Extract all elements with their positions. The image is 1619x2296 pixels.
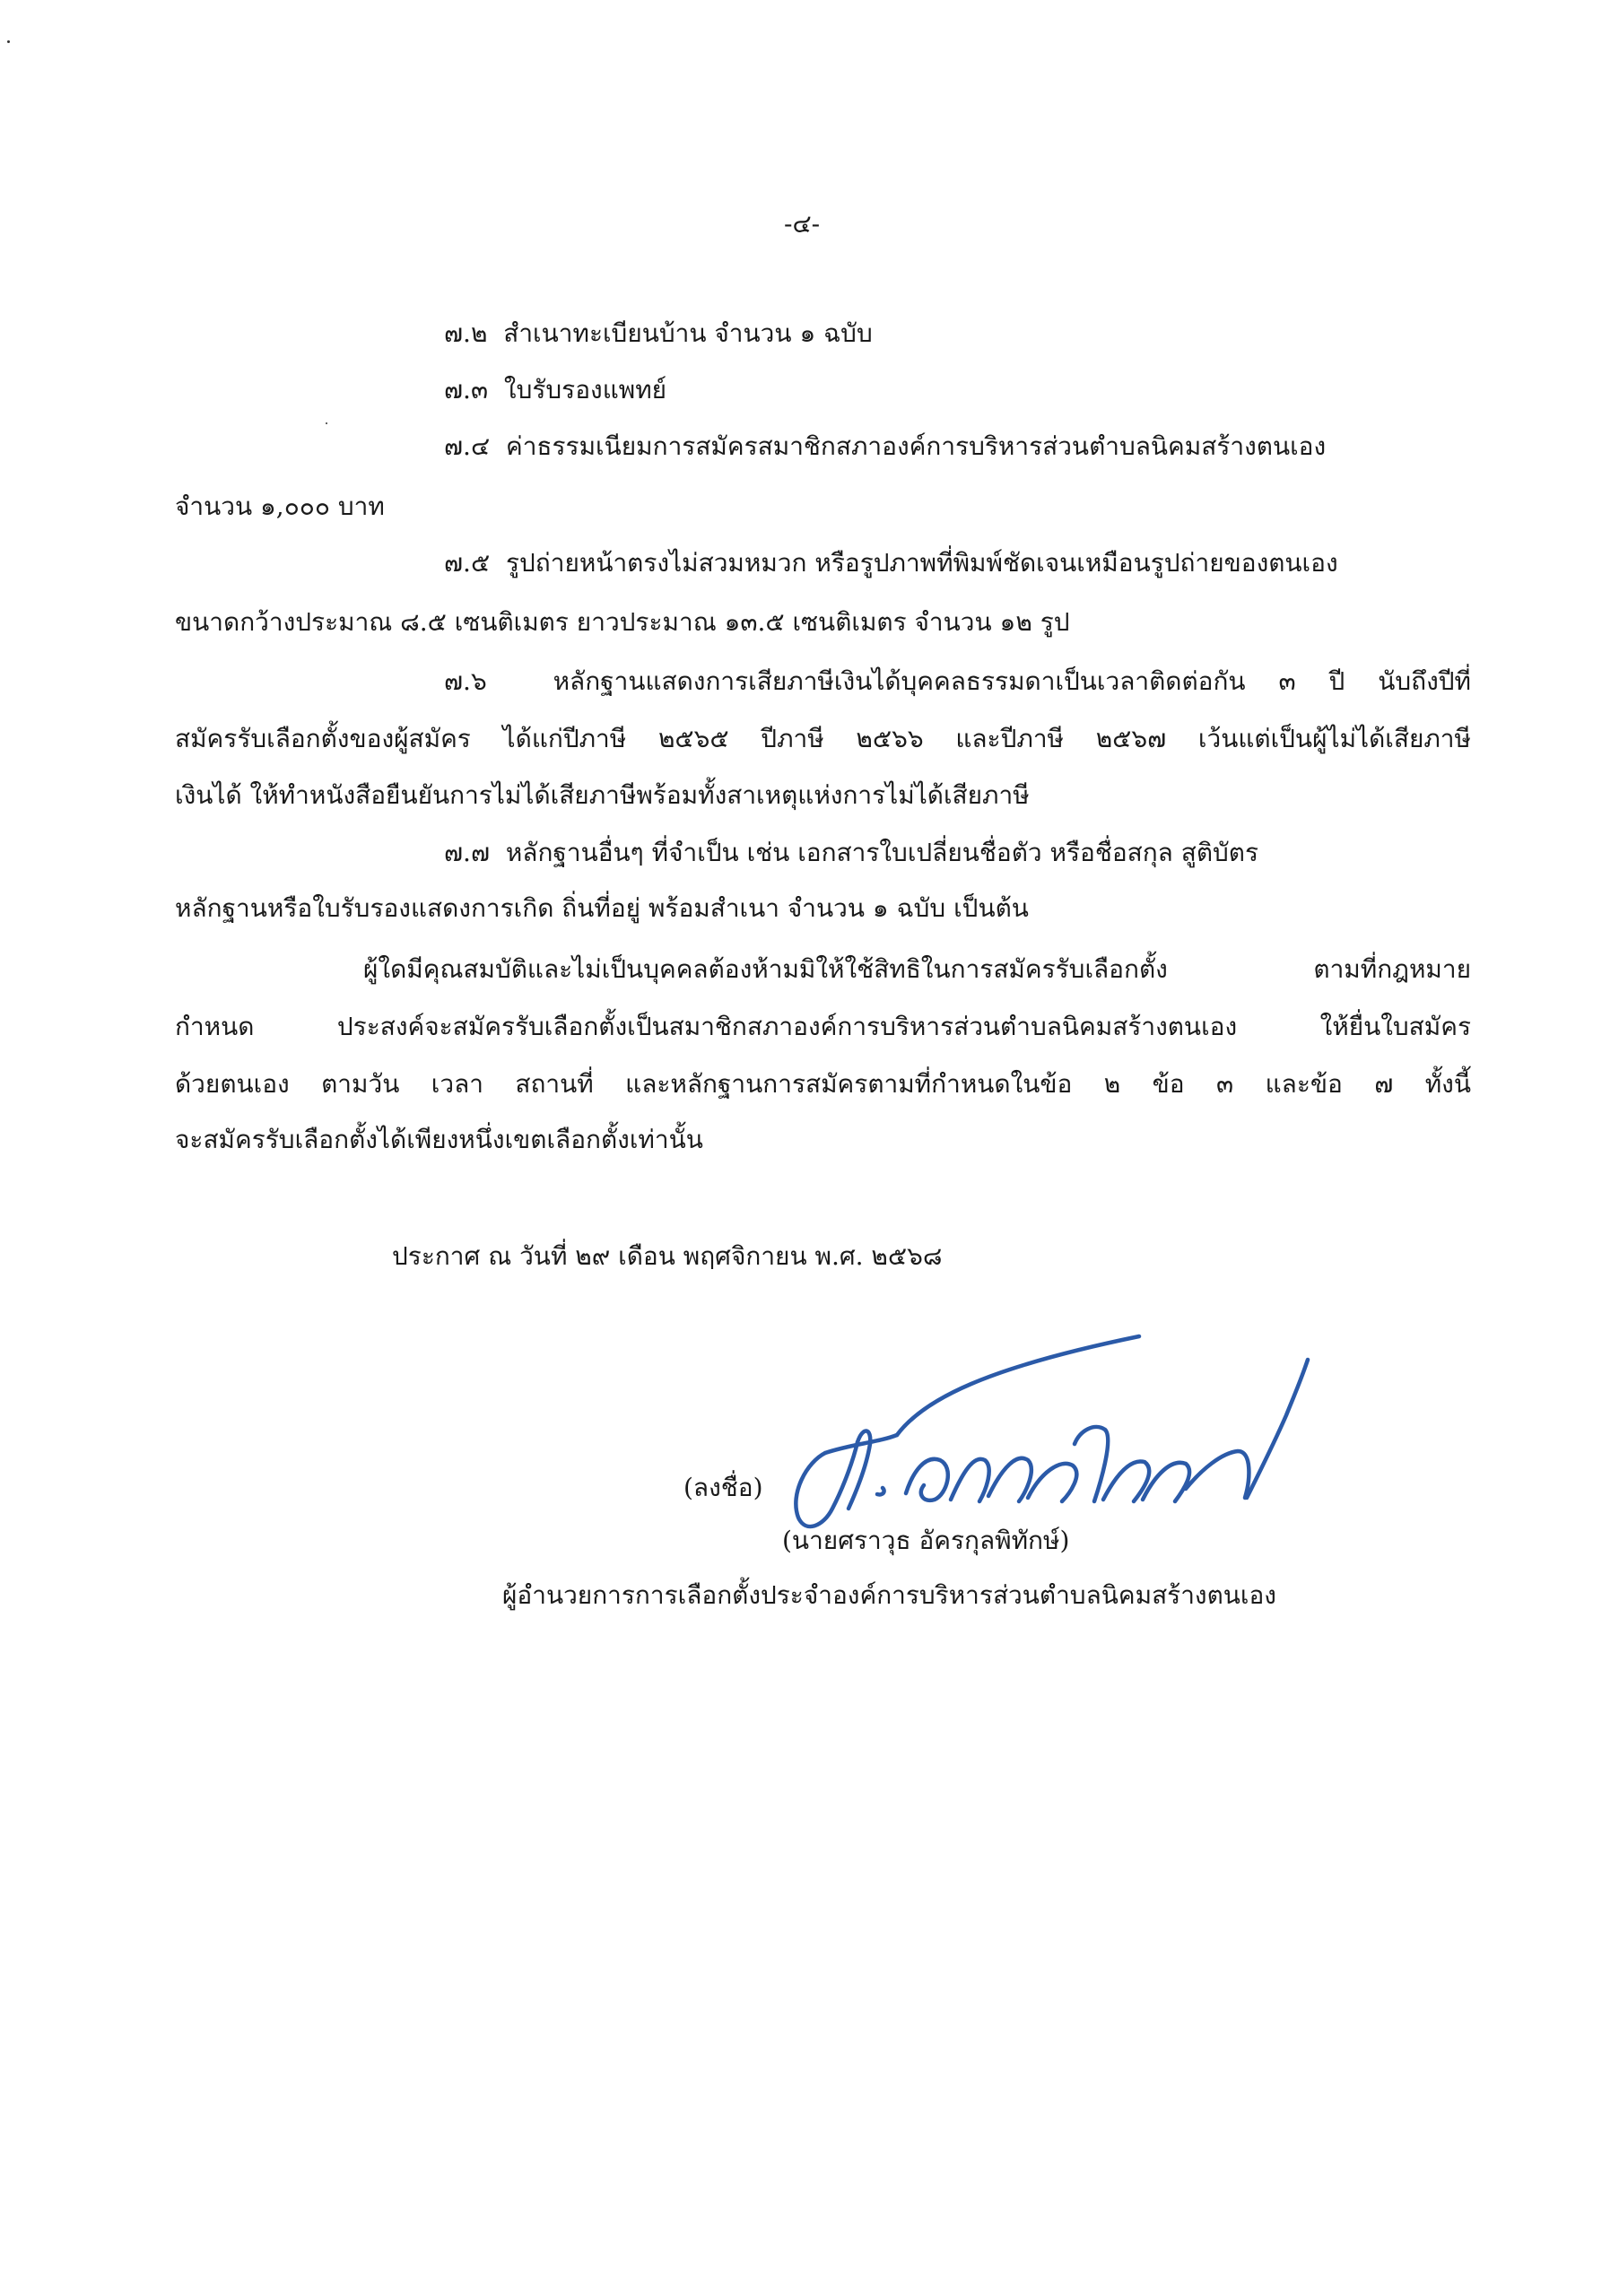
item-number: ๗.๓ <box>444 375 489 404</box>
list-item <box>444 666 1471 696</box>
handwritten-signature <box>771 1309 1363 1543</box>
scan-speck <box>326 422 327 424</box>
item-continuation: สมัครรับเลือกตั้งของผู้สมัคร ได้แก่ปีภาษี ๒๕๖๕ ปีภาษี ๒๕๖๖ และปีภาษี ๒๕๖๗ เว้นแต่เป็นผู้ไม่ได้เสียภาษี <box>175 724 1471 753</box>
paragraph-line: ผู้ใดมีคุณสมบัติและไม่เป็นบุคคลต้องห้ามมิให้ใช้สิทธิในการสมัครรับเลือกตั้ง ตามที่กฎหมาย <box>363 954 1471 984</box>
list-item <box>444 548 1338 578</box>
item-continuation: ขนาดกว้างประมาณ ๘.๕ เซนติเมตร ยาวประมาณ ๑๓.๕ เซนติเมตร จำนวน ๑๒ รูป <box>175 607 1070 637</box>
signature-label: (ลงชื่อ) <box>683 1473 763 1502</box>
item-continuation: หลักฐานหรือใบรับรองแสดงการเกิด ถิ่นที่อยู่ พร้อมสำเนา จำนวน ๑ ฉบับ เป็นต้น <box>175 893 1029 923</box>
item-text: ใบรับรองแพทย์ <box>503 375 667 404</box>
item-text: หลักฐานอื่นๆ ที่จำเป็น เช่น เอกสารใบเปลี่ยนชื่อตัว หรือชื่อสกุล สูติบัตร <box>505 838 1259 867</box>
item-number: ๗.๔ <box>444 431 491 461</box>
signatory-name: (นายศราวุธ อัครกุลพิทักษ์) <box>782 1526 1070 1555</box>
paragraph-line: จะสมัครรับเลือกตั้งได้เพียงหนึ่งเขตเลือกตั้งเท่านั้น <box>175 1125 703 1154</box>
page-number: -๔- <box>784 209 821 239</box>
list-item <box>444 375 667 404</box>
item-number: ๗.๕ <box>444 548 491 578</box>
item-text: หลักฐานแสดงการเสียภาษีเงินได้บุคคลธรรมดาเป็นเวลาติดต่อกัน ๓ ปี นับถึงปีที่ <box>553 666 1471 696</box>
item-number: ๗.๒ <box>444 318 488 348</box>
list-item <box>444 318 873 348</box>
list-item <box>444 840 1258 865</box>
item-text: ค่าธรรมเนียมการสมัครสมาชิกสภาองค์การบริหารส่วนตำบลนิคมสร้างตนเอง <box>505 431 1327 461</box>
paragraph-line: ด้วยตนเอง ตามวัน เวลา สถานที่ และหลักฐานการสมัครตามที่กำหนดในข้อ ๒ ข้อ ๓ และข้อ ๗ ทั้งนี้ <box>175 1069 1471 1099</box>
item-number: ๗.๗ <box>444 838 491 867</box>
paragraph-line: กำหนด ประสงค์จะสมัครรับเลือกตั้งเป็นสมาชิกสภาองค์การบริหารส่วนตำบลนิคมสร้างตนเอง ให้ยื่นใบสมัคร <box>175 1012 1471 1041</box>
signatory-position: ผู้อำนวยการการเลือกตั้งประจำองค์การบริหารส่วนตำบลนิคมสร้างตนเอง <box>502 1580 1276 1610</box>
list-item <box>444 431 1327 461</box>
scan-speck <box>7 40 10 43</box>
item-continuation: จำนวน ๑,๐๐๐ บาท <box>175 491 385 521</box>
announcement-date: ประกาศ ณ วันที่ ๒๙ เดือน พฤศจิกายน พ.ศ. ๒๕๖๘ <box>392 1241 943 1271</box>
item-number: ๗.๖ <box>444 666 487 696</box>
item-continuation: เงินได้ ให้ทำหนังสือยืนยันการไม่ได้เสียภาษีพร้อมทั้งสาเหตุแห่งการไม่ได้เสียภาษี <box>175 780 1030 810</box>
item-text: รูปถ่ายหน้าตรงไม่สวมหมวก หรือรูปภาพที่พิมพ์ชัดเจนเหมือนรูปถ่ายของตนเอง <box>505 548 1338 578</box>
item-text: สำเนาทะเบียนบ้าน จำนวน ๑ ฉบับ <box>503 318 873 348</box>
